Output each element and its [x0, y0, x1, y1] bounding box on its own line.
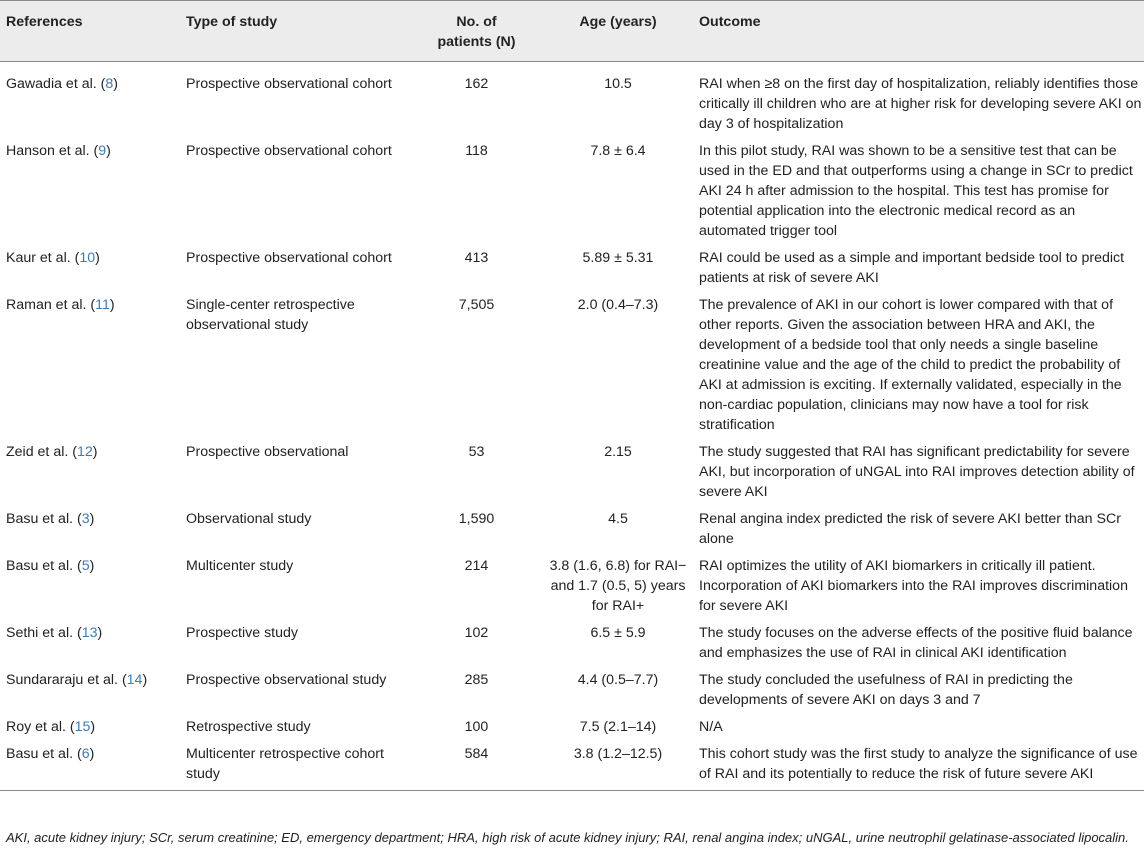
author-text: Basu et al. (	[6, 558, 82, 574]
age-cell: 2.0 (0.4–7.3)	[577, 297, 659, 313]
age-cell: 4.5	[608, 511, 628, 527]
author-text: Basu et al. (	[6, 746, 82, 762]
outcome-cell: In this pilot study, RAI was shown to be a sensitive test that can be used in the ED and that outperforms using a change in SCr to predict AKI 24 h after admission to the hospital. This test has promise for potential application into the electronic medical record as an automated trigger tool	[699, 143, 1133, 239]
study-type-cell: Multicenter retrospective cohort study	[186, 744, 412, 791]
citation-close: )	[142, 672, 148, 688]
age-cell: 4.4 (0.5–7.7)	[577, 672, 659, 688]
reference-cell	[0, 670, 186, 717]
age-cell: 3.8 (1.2–12.5)	[541, 744, 695, 791]
outcome-cell: Renal angina index predicted the risk of severe AKI better than SCr alone	[699, 511, 1121, 547]
author-text: Hanson et al. (	[6, 143, 99, 159]
header-references: References	[0, 1, 186, 62]
outcome-cell: The study suggested that RAI has significant predictability for severe AKI, but incorporation of uNGAL into RAI improves detection ability of severe AKI	[699, 444, 1135, 500]
citation-link[interactable]: 3	[81, 511, 90, 527]
study-type-cell: Multicenter study	[186, 558, 294, 574]
table-row	[0, 248, 1144, 295]
outcome-cell: N/A	[699, 719, 723, 735]
author-text: Sundararaju et al. (	[6, 672, 127, 688]
study-type-cell: Prospective observational cohort	[186, 143, 392, 159]
study-type-cell: Prospective observational cohort	[186, 250, 392, 266]
patients-cell: 7,505	[458, 297, 495, 313]
table-row	[0, 744, 1144, 791]
patients-cell: 413	[464, 250, 489, 266]
reference-cell	[0, 509, 186, 556]
outcome-cell: The prevalence of AKI in our cohort is lower compared with that of other reports. Given the association between HRA and AKI, the development of a bedside tool that only needs a single baseline creatinine value and the age of the child to predict the probability of AKI at admission is exciting. If externally validated, especially in the non-cardiac population, clinicians may now have a tool for risk stratification	[699, 297, 1122, 433]
age-cell: 7.5 (2.1–14)	[579, 719, 657, 735]
citation-link[interactable]: 5	[81, 558, 90, 574]
header-outcome: Outcome	[695, 1, 1144, 62]
patients-cell: 118	[465, 143, 488, 159]
citation-link[interactable]: 13	[81, 625, 98, 641]
study-type-cell: Prospective observational study	[186, 672, 387, 688]
study-type-cell: Prospective study	[186, 625, 298, 641]
citation-close: )	[97, 625, 103, 641]
table-body	[0, 62, 1144, 791]
outcome-cell: RAI when ≥8 on the first day of hospitalization, reliably identifies those critically ill children who are at higher risk for developing severe AKI on day 3 of hospitalization	[699, 76, 1142, 132]
patients-cell: 102	[464, 625, 489, 641]
outcome-cell: RAI could be used as a simple and important bedside tool to predict patients at risk of severe AKI	[699, 250, 1125, 286]
reference-cell	[0, 442, 186, 509]
age-cell: 2.15	[604, 444, 632, 460]
age-cell: 5.89 ± 5.31	[582, 250, 654, 266]
citation-link[interactable]: 14	[126, 672, 143, 688]
citation-link[interactable]: 11	[95, 297, 110, 313]
patients-cell: 1,590	[458, 511, 495, 527]
outcome-cell: The study concluded the usefulness of RAI in predicting the developments of severe AKI on days 3 and 7	[699, 672, 1073, 708]
reference-cell	[0, 295, 186, 442]
outcome-cell: This cohort study was the first study to analyze the significance of use of RAI and its potentially to reduce the risk of future severe AKI	[695, 744, 1144, 791]
citation-link[interactable]: 10	[79, 250, 96, 266]
outcome-cell: RAI optimizes the utility of AKI biomarkers in critically ill patient. Incorporation of AKI biomarkers into the RAI improves discrimination for severe AKI	[699, 558, 1128, 614]
citation-close: )	[89, 558, 95, 574]
patients-cell: 584	[412, 744, 541, 791]
author-text: Raman et al. (	[6, 297, 96, 313]
table-header	[0, 1, 1144, 62]
study-type-cell: Prospective observational	[186, 444, 349, 460]
patients-cell: 162	[464, 76, 489, 92]
citation-link[interactable]: 9	[98, 143, 107, 159]
reference-cell	[0, 744, 186, 791]
author-text: Roy et al. (	[6, 719, 75, 735]
author-text: Kaur et al. (	[6, 250, 80, 266]
author-text: Basu et al. (	[6, 511, 82, 527]
table-row	[0, 556, 1144, 623]
citation-close: )	[90, 719, 96, 735]
reference-cell	[0, 556, 186, 623]
citation-link[interactable]: 12	[76, 444, 93, 460]
study-type-cell: Retrospective study	[186, 719, 311, 735]
citation-link[interactable]: 8	[105, 76, 114, 92]
table-row	[0, 295, 1144, 442]
header-age: Age (years)	[541, 1, 695, 62]
citation-close: )	[89, 511, 95, 527]
table-row	[0, 509, 1144, 556]
age-cell: 10.5	[604, 76, 632, 92]
reference-cell	[0, 717, 186, 744]
header-type: Type of study	[186, 1, 412, 62]
age-cell: 3.8 (1.6, 6.8) for RAI− and 1.7 (0.5, 5) years for RAI+	[549, 558, 687, 614]
reference-cell	[0, 141, 186, 248]
table-row	[0, 623, 1144, 670]
author-text: Zeid et al. (	[6, 444, 77, 460]
table-footnote: AKI, acute kidney injury; SCr, serum creatinine; ED, emergency department; HRA, high risk of acute kidney injury; RAI, renal angina index; uNGAL, urine neutrophil gelatinase-associated lipocalin.	[6, 830, 1129, 845]
patients-cell: 285	[464, 672, 489, 688]
outcome-cell: The study focuses on the adverse effects of the positive fluid balance and emphasizes the use of RAI in clinical AKI identification	[699, 625, 1133, 661]
citation-close: )	[92, 444, 98, 460]
table-row	[0, 717, 1144, 744]
table-row	[0, 670, 1144, 717]
table-row	[0, 141, 1144, 248]
reference-cell	[0, 62, 186, 142]
patients-cell: 214	[464, 558, 489, 574]
study-type-cell: Single-center retrospective observational study	[186, 297, 355, 333]
citation-close: )	[109, 297, 115, 313]
header-patients: No. of patients (N)	[412, 1, 541, 62]
citation-link[interactable]: 15	[74, 719, 91, 735]
citation-close: )	[89, 746, 95, 762]
table-row	[0, 62, 1144, 142]
citation-link[interactable]: 6	[81, 746, 90, 762]
author-text: Sethi et al. (	[6, 625, 82, 641]
author-text: Gawadia et al. (	[6, 76, 106, 92]
citation-close: )	[113, 76, 118, 92]
study-type-cell: Prospective observational cohort	[186, 76, 392, 92]
reference-cell	[0, 623, 186, 670]
age-cell: 7.8 ± 6.4	[590, 143, 646, 159]
citation-close: )	[95, 250, 100, 266]
table-row	[0, 442, 1144, 509]
patients-cell: 53	[468, 444, 485, 460]
patients-cell: 100	[464, 719, 489, 735]
study-type-cell: Observational study	[186, 511, 312, 527]
age-cell: 6.5 ± 5.9	[590, 625, 646, 641]
reference-cell	[0, 248, 186, 295]
citation-close: )	[106, 143, 111, 159]
